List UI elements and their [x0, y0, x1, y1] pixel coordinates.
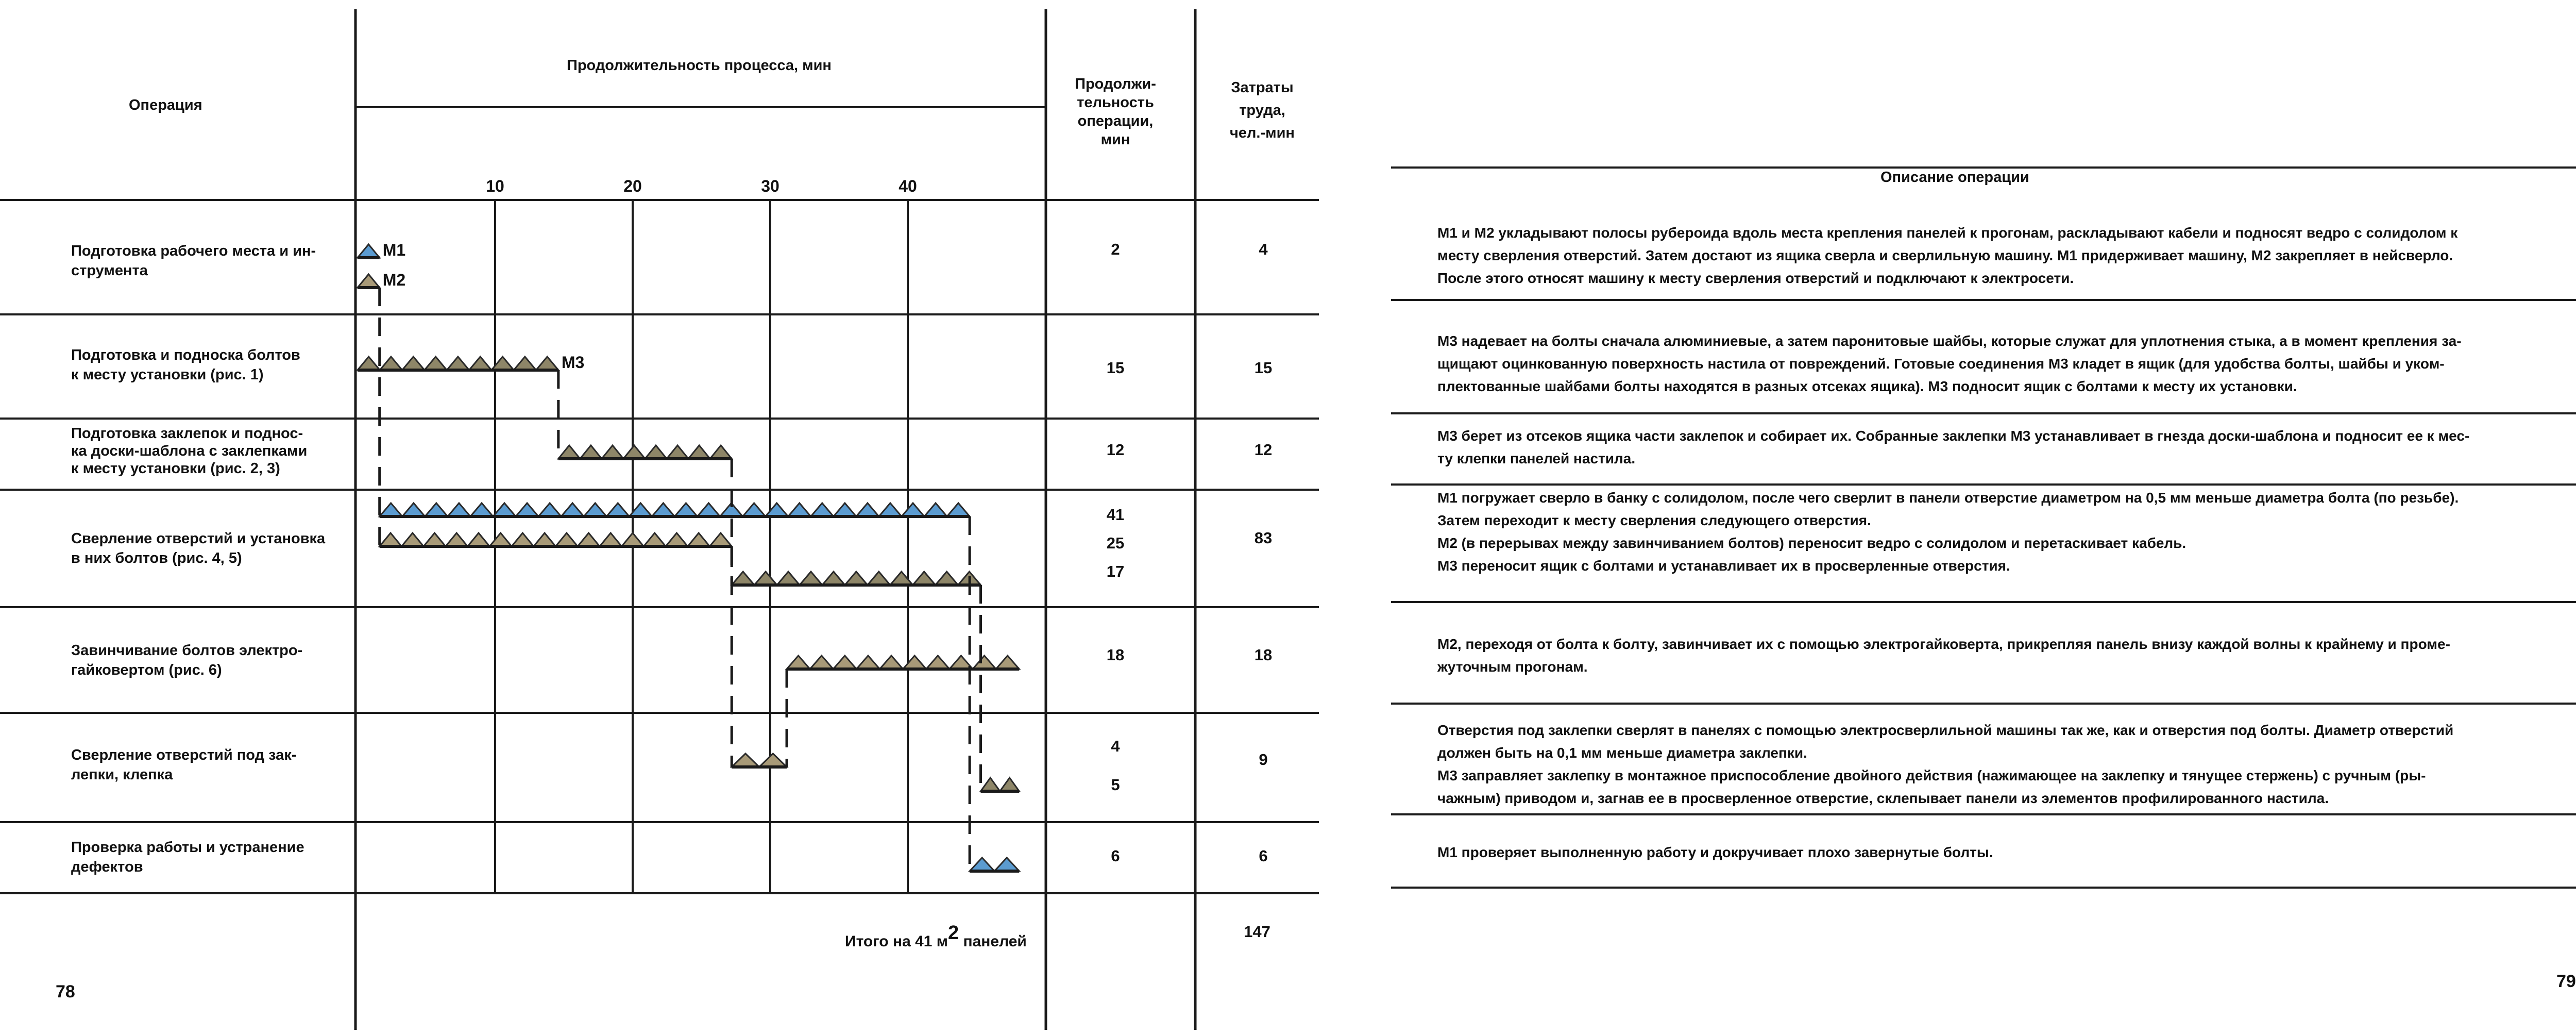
- header-op-duration-line: мин: [1100, 131, 1130, 148]
- operation-line: гайковертом (рис. 6): [71, 662, 222, 678]
- labor-value: 6: [1259, 847, 1268, 865]
- operation-line: струмента: [71, 262, 148, 279]
- worker-label: M3: [561, 353, 585, 372]
- bar-m3: [732, 572, 980, 585]
- operation-line: Подготовка и подноска болтов: [71, 347, 300, 363]
- page-number-right: 79: [2556, 972, 2576, 991]
- op-duration: 15: [1106, 359, 1125, 377]
- operation-name: [71, 838, 349, 877]
- description-line: жуточным прогонам.: [1437, 659, 1588, 675]
- time-tick-label: 10: [486, 177, 504, 195]
- operation-name: [71, 425, 349, 477]
- operation-name: [71, 641, 349, 680]
- description-line: ту клепки панелей настила.: [1437, 450, 1636, 466]
- operation-line: в них болтов (рис. 4, 5): [71, 550, 242, 566]
- op-duration: 25: [1106, 534, 1125, 552]
- description-line: должен быть на 0,1 мм меньше диаметра заклепки.: [1437, 745, 1807, 761]
- op-duration: 12: [1106, 441, 1125, 459]
- operation-line: Завинчивание болтов электро-: [71, 642, 303, 659]
- worker-label: M1: [382, 241, 406, 259]
- operation-description: [1437, 719, 2576, 810]
- header-op-duration-line: тельность: [1077, 94, 1154, 111]
- bar-m3: [981, 778, 1020, 791]
- bar-m2: [732, 754, 787, 767]
- op-duration: 41: [1106, 506, 1125, 524]
- bar-m1: [380, 503, 970, 516]
- operation-line: лепки, клепка: [71, 766, 173, 783]
- header-operation: Операция: [129, 97, 202, 113]
- op-duration: 17: [1106, 562, 1125, 580]
- operation-line: Подготовка рабочего места и ин-: [71, 243, 316, 259]
- description-line: М3 берет из отсеков ящика части заклепок и собирает их. Собранные заклепки М3 устанавливает в гнезда доски-шаблона и подносит ее к мес-: [1437, 428, 2470, 444]
- bar-m1: [970, 858, 1019, 871]
- description-line: М1 проверяет выполненную работу и докручивает плохо завернутые болты.: [1437, 844, 1993, 860]
- operation-line: Сверление отверстий под зак-: [71, 747, 297, 763]
- description-line: М3 переносит ящик с болтами и устанавливает их в просверленные отверстия.: [1437, 558, 2010, 574]
- op-duration: 6: [1111, 847, 1120, 865]
- operation-description: [1437, 330, 2576, 398]
- header-labor-line: труда,: [1239, 102, 1285, 119]
- operation-description: [1437, 222, 2576, 290]
- labor-value: 9: [1259, 750, 1268, 769]
- operation-name: [71, 241, 349, 280]
- labor-value: 83: [1254, 529, 1273, 547]
- operation-name: [71, 345, 349, 385]
- operation-line: Проверка работы и устранение: [71, 839, 304, 856]
- bar-m2: [358, 274, 380, 288]
- bar-m1: [358, 244, 380, 258]
- description-line: Затем переходит к месту сверления следующего отверстия.: [1437, 512, 1871, 528]
- operation-name: [71, 529, 349, 568]
- bar-m3: [558, 445, 732, 459]
- description-line: плектованные шайбами болты находятся в разных отсеках ящика). М3 подносит ящик с болтами к месту их установки.: [1437, 378, 2297, 394]
- time-tick-label: 20: [623, 177, 642, 195]
- description-line: После этого относят машину к месту сверления отверстий и подключают к электросети.: [1437, 270, 2074, 286]
- header-op-duration-line: операции,: [1077, 113, 1154, 129]
- operation-name: [71, 745, 349, 784]
- op-duration: 4: [1111, 737, 1120, 755]
- operation-line: Сверление отверстий и установка: [71, 530, 326, 547]
- bar-m2: [380, 533, 732, 546]
- operation-line: к месту установки (рис. 1): [71, 366, 264, 383]
- op-duration: 5: [1111, 776, 1120, 794]
- bar-m2: [787, 656, 1019, 669]
- header-op-duration: [1051, 75, 1180, 149]
- description-line: М2, переходя от болта к болту, завинчивает их с помощью электрогайковерта, прикрепляя панель внизу каждой волны к крайнему и проме-: [1437, 636, 2450, 652]
- description-line: М3 заправляет заклепку в монтажное приспособление двойного действия (нажимающее на заклепку и тянущее стержень) с ручным (ры-: [1437, 767, 2426, 783]
- description-line: щищают оцинкованную поверхность настила от повреждений. Готовые соединения М3 кладет в ящик (для удобства болты, шайбы и уком-: [1437, 356, 2445, 372]
- description-line: Отверстия под заклепки сверлят в панелях с помощью электросверлильной машины так же, как и отверстия под болты. Диаметр отверстий: [1437, 722, 2454, 738]
- description-line: чажным) приводом и, загнав ее в просверленное отверстие, склепывает панели из элементов профилированного настила.: [1437, 790, 2329, 806]
- operation-line: ка доски-шаблона с заклепками: [71, 443, 308, 459]
- operation-description: [1437, 425, 2576, 470]
- time-tick-label: 40: [899, 177, 917, 195]
- header-labor: [1200, 76, 1324, 144]
- labor-value: 15: [1254, 359, 1273, 377]
- header-labor-line: Затраты: [1231, 79, 1294, 96]
- time-tick-label: 30: [761, 177, 779, 195]
- header-process-duration: Продолжительность процесса, мин: [567, 57, 832, 74]
- header-description: Описание операции: [1880, 169, 2029, 186]
- operation-description: [1437, 487, 2576, 577]
- labor-value: 4: [1259, 240, 1268, 258]
- description-line: М1 и М2 укладывают полосы рубероида вдоль места крепления панелей к прогонам, раскладывают кабели и подносят ведро с солидолом к: [1437, 225, 2458, 241]
- description-line: М2 (в перерывах между завинчиванием болтов) переносит ведро с солидолом и перетаскивает кабель.: [1437, 535, 2187, 551]
- description-line: М1 погружает сверло в банку с солидолом, после чего сверлит в панели отверстие диаметром на 0,5 мм меньше диаметра болта (по резьбе).: [1437, 490, 2459, 506]
- header-labor-line: чел.-мин: [1230, 125, 1295, 141]
- operation-description: [1437, 841, 2576, 864]
- total-label: Итого на 41 м2 панелей: [845, 922, 1027, 950]
- worker-label: M2: [382, 271, 406, 289]
- page-number-left: 78: [56, 982, 75, 1001]
- total-labor: 147: [1244, 923, 1270, 941]
- operation-description: [1437, 633, 2576, 678]
- op-duration: 18: [1106, 646, 1125, 664]
- op-duration: 2: [1111, 240, 1120, 258]
- description-line: месту сверления отверстий. Затем достают из ящика сверла и сверлильную машину. М1 придерживает машину, М2 закрепляет в нейсверло.: [1437, 247, 2453, 263]
- operation-line: Подготовка заклепок и поднос-: [71, 425, 303, 442]
- operation-line: дефектов: [71, 859, 143, 875]
- labor-value: 12: [1254, 441, 1273, 459]
- bar-m3: [358, 357, 558, 370]
- description-line: М3 надевает на болты сначала алюминиевые, а затем паронитовые шайбы, которые служат для уплотнения стыка, а в момент крепления за-: [1437, 333, 2462, 349]
- labor-value: 18: [1254, 646, 1273, 664]
- operation-line: к месту установки (рис. 2, 3): [71, 460, 280, 477]
- header-op-duration-line: Продолжи-: [1075, 76, 1156, 92]
